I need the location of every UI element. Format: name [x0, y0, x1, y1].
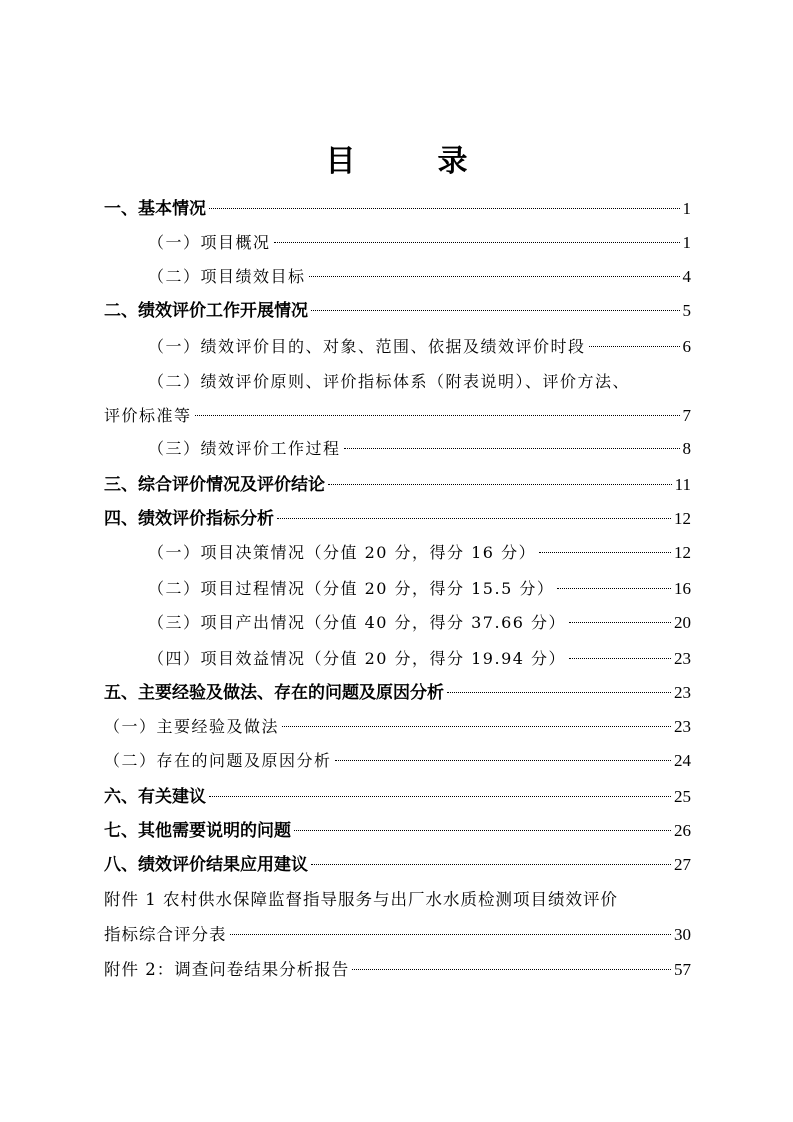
- toc-entry-evaluation-principles[interactable]: [104, 400, 691, 432]
- dot-leader: [209, 208, 680, 209]
- toc-page-number: 23: [674, 683, 691, 702]
- dot-leader: [209, 796, 671, 797]
- toc-entry-label: 附件 2：调查问卷结果分析报告: [104, 960, 350, 979]
- toc-entry-annex-2[interactable]: [104, 954, 691, 986]
- dot-leader: [447, 692, 671, 693]
- dot-leader: [335, 760, 671, 761]
- dot-leader: [274, 242, 680, 243]
- page-title: 目 录: [325, 144, 494, 179]
- toc-entry-indicator-analysis[interactable]: [104, 503, 691, 535]
- dot-leader: [344, 448, 680, 449]
- toc-page-number: 4: [682, 267, 691, 286]
- toc-page-number: 5: [682, 301, 691, 320]
- toc-entry-project-benefit[interactable]: [148, 643, 691, 675]
- toc-entry-label: 五、主要经验及做法、存在的问题及原因分析: [104, 683, 444, 703]
- dot-leader: [311, 310, 680, 311]
- toc-page-number: 26: [674, 821, 691, 840]
- toc-entry-annex-1-line1[interactable]: 附件 1 农村供水保障监督指导服务与出厂水水质检测项目绩效评价: [104, 890, 618, 909]
- toc-page-number: 12: [674, 543, 691, 562]
- toc-entry-evaluation-process[interactable]: [148, 433, 691, 465]
- toc-entry-evaluation-work[interactable]: [104, 295, 691, 327]
- toc-entry-label: 七、其他需要说明的问题: [104, 821, 291, 841]
- toc-entry-label: （一）项目概况: [148, 233, 271, 252]
- toc-entry-label: 八、绩效评价结果应用建议: [104, 855, 308, 875]
- toc-entry-main-experience[interactable]: [104, 711, 691, 743]
- dot-leader: [311, 864, 671, 865]
- dot-leader: [294, 830, 671, 831]
- toc-entry-label: 指标综合评分表: [104, 925, 227, 944]
- toc-entry-label: （二）存在的问题及原因分析: [104, 751, 332, 770]
- toc-entry-label: （三）项目产出情况（分值 40 分，得分 37.66 分）: [148, 613, 567, 632]
- toc-entry-label: 评价标准等: [104, 406, 192, 425]
- toc-page-number: 7: [682, 406, 691, 425]
- toc-page-number: 25: [674, 787, 691, 806]
- toc-entry-annex-1[interactable]: [104, 919, 691, 951]
- toc-entry-project-output[interactable]: [148, 607, 691, 639]
- toc-page-number: 23: [674, 717, 691, 736]
- toc-page-number: 24: [674, 751, 691, 770]
- toc-page-number: 20: [674, 613, 691, 632]
- toc-page-number: 6: [682, 337, 691, 356]
- toc-entry-problems-causes[interactable]: [104, 745, 691, 777]
- dot-leader: [589, 346, 680, 347]
- toc-entry-label: （三）绩效评价工作过程: [148, 439, 341, 458]
- dot-leader: [277, 518, 671, 519]
- dot-leader: [195, 415, 680, 416]
- toc-page-number: 23: [674, 649, 691, 668]
- toc-entry-label: 四、绩效评价指标分析: [104, 509, 274, 529]
- toc-entry-label: （四）项目效益情况（分值 20 分，得分 19.94 分）: [148, 649, 567, 668]
- toc-page-number: 27: [674, 855, 691, 874]
- toc-entry-evaluation-principles-line1[interactable]: （二）绩效评价原则、评价指标体系（附表说明）、评价方法、: [148, 372, 631, 391]
- dot-leader: [569, 658, 671, 659]
- toc-entry-label: （一）主要经验及做法: [104, 717, 280, 736]
- toc-entry-label: （二）项目过程情况（分值 20 分，得分 15.5 分）: [148, 579, 555, 598]
- toc-entry-comprehensive-evaluation[interactable]: [104, 469, 691, 501]
- toc-entry-performance-goals[interactable]: [148, 261, 691, 293]
- dot-leader: [230, 934, 672, 935]
- dot-leader: [569, 622, 671, 623]
- toc-entry-suggestions[interactable]: [104, 781, 691, 813]
- toc-entry-other-issues[interactable]: [104, 815, 691, 847]
- toc-entry-result-application[interactable]: [104, 849, 691, 881]
- dot-leader: [557, 588, 671, 589]
- toc-page-number: 57: [674, 960, 691, 979]
- toc-entry-label: 一、基本情况: [104, 199, 206, 219]
- toc-page-number: 1: [682, 199, 691, 218]
- toc-page-number: 1: [682, 233, 691, 252]
- toc-entry-project-process[interactable]: [148, 573, 691, 605]
- dot-leader: [539, 552, 671, 553]
- toc-entry-label: （二）项目绩效目标: [148, 267, 306, 286]
- toc-entry-project-decision[interactable]: [148, 537, 691, 569]
- toc-entry-experience-problems[interactable]: [104, 677, 691, 709]
- toc-page-number: 16: [674, 579, 691, 598]
- toc-page-number: 12: [674, 509, 691, 528]
- dot-leader: [282, 726, 671, 727]
- dot-leader: [309, 276, 680, 277]
- dot-leader: [328, 484, 672, 485]
- toc-page-number: 8: [682, 439, 691, 458]
- dot-leader: [352, 969, 671, 970]
- toc-entry-evaluation-purpose[interactable]: [148, 331, 691, 363]
- toc-entry-label: 二、绩效评价工作开展情况: [104, 301, 308, 321]
- toc-entry-label: 三、综合评价情况及评价结论: [104, 475, 325, 495]
- toc-page-number: 11: [674, 475, 691, 494]
- toc-entry-project-overview[interactable]: [148, 227, 691, 259]
- toc-page-number: 30: [674, 925, 691, 944]
- toc-entry-label: 六、有关建议: [104, 787, 206, 807]
- toc-entry-label: （一）项目决策情况（分值 20 分，得分 16 分）: [148, 543, 537, 562]
- toc-entry-basic-info[interactable]: [104, 193, 691, 225]
- toc-entry-label: （一）绩效评价目的、对象、范围、依据及绩效评价时段: [148, 337, 586, 356]
